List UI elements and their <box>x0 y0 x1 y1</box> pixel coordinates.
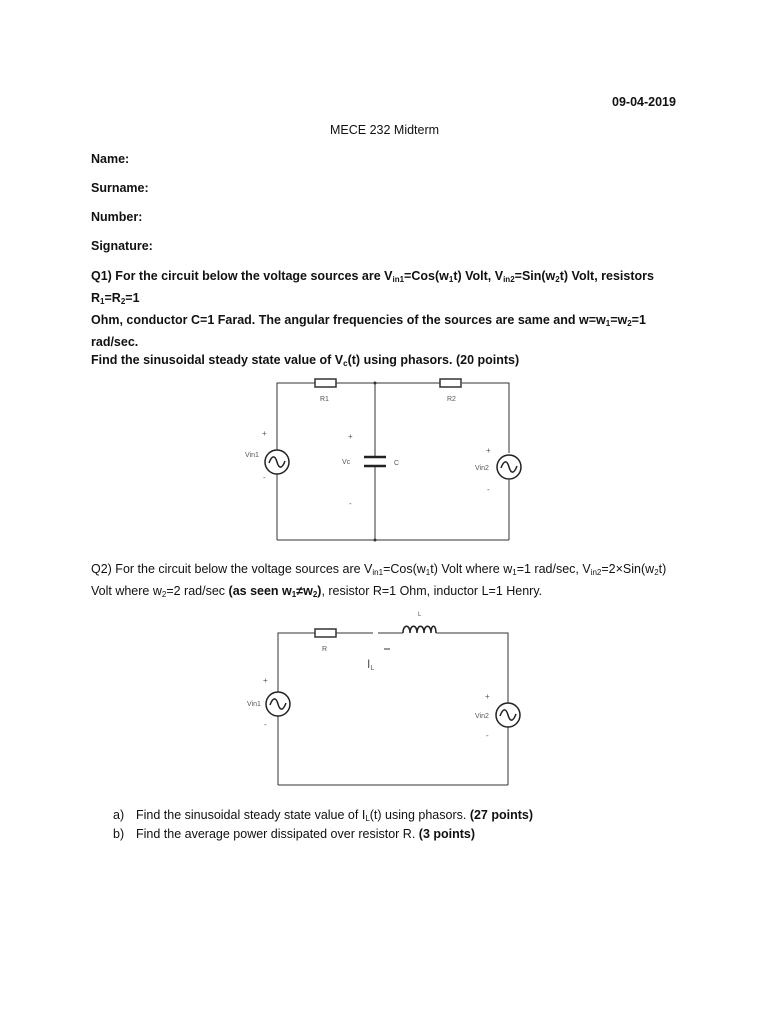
part-a-text: Find the sinusoidal steady state value of $I_L(t)$ using phasors. (27 points) <box>136 808 534 823</box>
part-b-text: Find the average power dissipated over resistor R. (3 points) <box>136 827 476 841</box>
vin2-minus-sign: - <box>487 485 490 494</box>
question-1-line-1: Q1) For the circuit below the voltage sources are $V_{in1}=Cos(w_1t)$ Volt, $V_{in2}=Sin(w_2t)$ Volt, resistors $R_1=R_2=1$ <box>91 269 654 306</box>
label-r2: R2 <box>447 396 456 403</box>
signature-field-label: Signature: <box>91 239 153 253</box>
label-vin2: Vin2 <box>475 713 489 720</box>
label-vin1: Vin1 <box>247 701 261 708</box>
number-field-label: Number: <box>91 210 143 224</box>
vin1-minus-sign: - <box>263 473 266 482</box>
voltage-source-vin2 <box>496 703 520 727</box>
circuit-1-diagram <box>240 370 530 550</box>
vin1-minus-sign: - <box>264 720 267 729</box>
question-1-line-2: Ohm, conductor C=1 Farad. The angular frequencies of the sources are same and $w=w_1=w_2=1$ rad/sec. <box>91 313 646 349</box>
question-2-line-1: Q2) For the circuit below the voltage sources are $V_{in1}=Cos(w_1t)$ Volt where $w_1=1$ rad/sec, $V_{in2}=2\times Sin(w_2t)$ <box>91 562 667 577</box>
resistor-r1 <box>315 379 336 387</box>
surname-field-label: Surname: <box>91 181 149 195</box>
resistor-r <box>315 629 336 637</box>
circuit-1-wires <box>277 383 509 540</box>
voltage-source-vin1 <box>266 692 290 716</box>
label-l: L <box>418 612 422 618</box>
label-vin1: Vin1 <box>245 452 259 459</box>
vin1-plus-sign: + <box>262 429 267 438</box>
label-r1: R1 <box>320 396 329 403</box>
vc-minus-sign: - <box>349 499 352 508</box>
vin2-minus-sign: - <box>486 731 489 740</box>
circuit-2-wires <box>278 633 508 785</box>
name-field-label: Name: <box>91 152 130 166</box>
part-a-marker: a) <box>113 808 125 822</box>
vin2-plus-sign: + <box>486 446 491 455</box>
label-vc: Vc <box>342 459 351 466</box>
vc-plus-sign: + <box>348 432 353 441</box>
part-b-marker: b) <box>113 827 125 841</box>
label-c: C <box>394 460 400 467</box>
inductor-l <box>403 626 436 633</box>
question-2-text <box>91 560 691 604</box>
label-vin2: Vin2 <box>475 465 489 472</box>
exam-title: MECE 232 Midterm <box>330 123 440 137</box>
voltage-source-vin1 <box>265 450 289 474</box>
circuit-2-diagram <box>240 605 530 795</box>
label-il: IL <box>367 657 375 672</box>
capacitor-c <box>364 457 386 466</box>
question-1-line-3: Find the sinusoidal steady state value of $V_c(t)$ using phasors. (20 points) <box>91 353 520 368</box>
label-r: R <box>322 646 328 653</box>
voltage-source-vin2 <box>497 455 521 479</box>
question-1-text <box>91 267 691 373</box>
question-2-line-2: Volt where $w_2=2$ rad/sec (as seen $w_1\ne w_2$), resistor R=1 Ohm, inductor L=1 Henry. <box>91 584 543 599</box>
vin1-plus-sign: + <box>263 676 268 685</box>
resistor-r2 <box>440 379 461 387</box>
exam-date: 09-04-2019 <box>612 95 676 109</box>
vin2-plus-sign: + <box>485 692 490 701</box>
